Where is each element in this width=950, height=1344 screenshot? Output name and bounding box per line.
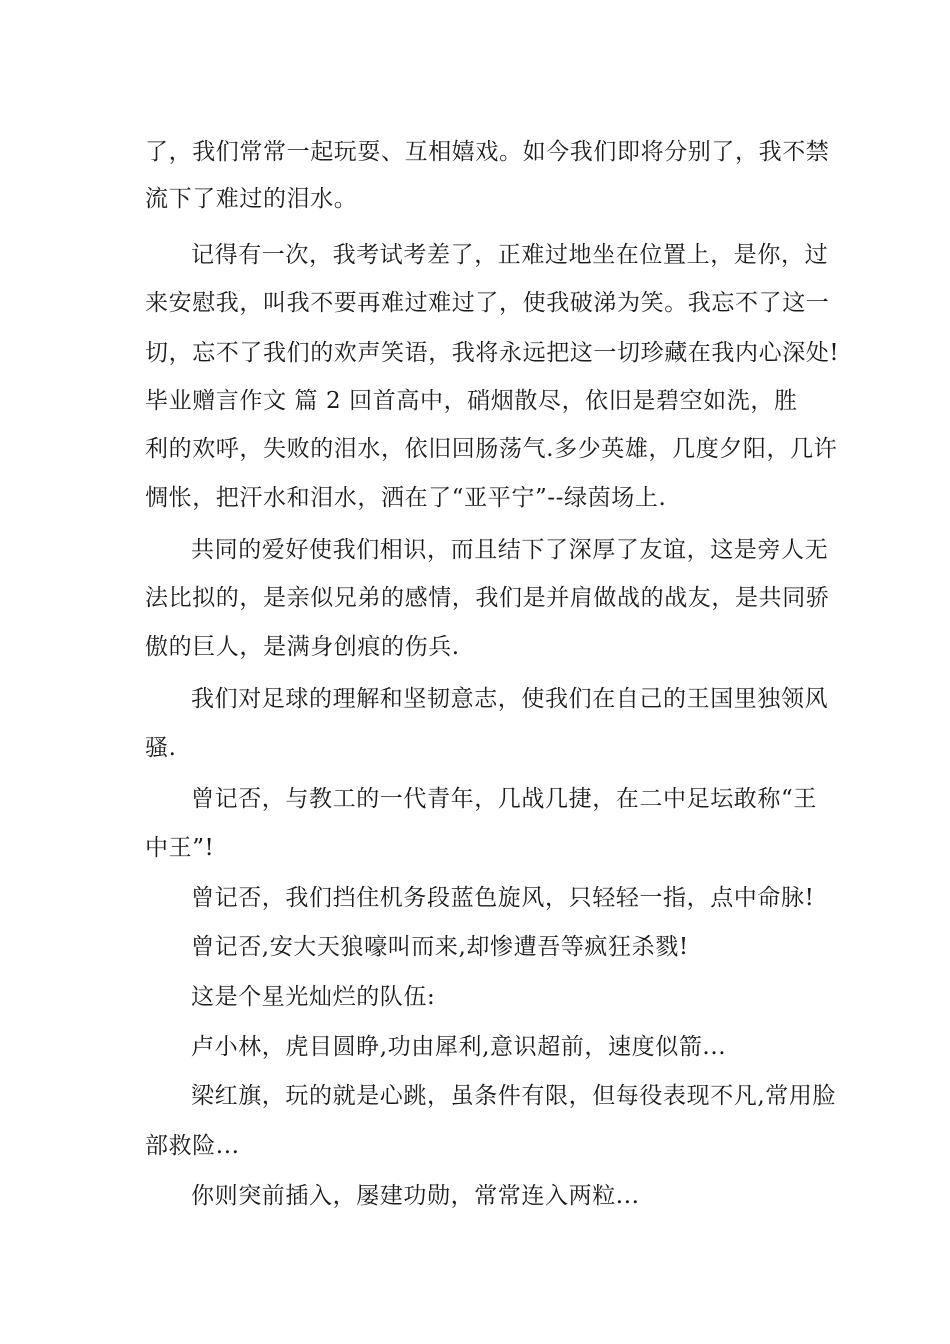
- text-line: 了，我们常常一起玩耍、互相嬉戏。如今我们即将分别了，我不禁: [145, 139, 830, 165]
- text-line: 切，忘不了我们的欢声笑语，我将永远把这一切珍藏在我内心深处!: [145, 340, 840, 366]
- text-line: 记得有一次，我考试考差了，正难过地坐在位置上，是你，过: [191, 242, 829, 268]
- text-line: 惆怅，把汗水和泪水，洒在了“亚平宁”--绿茵场上.: [145, 485, 667, 511]
- text-line: 你则突前插入，屡建功勋，常常连入两粒...: [191, 1183, 640, 1209]
- text-line: 共同的爱好使我们相识，而且结下了深厚了友谊，这是旁人无: [191, 537, 829, 563]
- text-line: 我们对足球的理解和坚韧意志，使我们在自己的王国里独领风: [191, 686, 829, 712]
- text-line: 傲的巨人，是满身创痕的伤兵.: [145, 634, 460, 660]
- text-line: 流下了难过的泪水。: [145, 186, 358, 212]
- text-line: 骚.: [145, 735, 177, 761]
- text-line: 曾记否，与教工的一代青年，几战几捷，在二中足坛敢称“王: [191, 786, 817, 812]
- text-line: 曾记否,安大天狼嚎叫而来,却惨遭吾等疯狂杀戮!: [191, 934, 689, 960]
- text-line: 曾记否，我们挡住机务段蓝色旋风，只轻轻一指，点中命脉!: [191, 885, 815, 911]
- text-line: 这是个星光灿烂的队伍:: [191, 984, 436, 1010]
- text-line: 毕业赠言作文 篇 2 回首高中，硝烟散尽，依旧是碧空如洗，胜: [145, 388, 798, 414]
- text-line: 来安慰我，叫我不要再难过难过了，使我破涕为笑。我忘不了这一: [145, 290, 830, 316]
- text-line: 卢小林，虎目圆睁,功由犀利,意识超前，速度似箭...: [191, 1034, 727, 1060]
- text-line: 中王”!: [145, 835, 215, 861]
- text-line: 部救险...: [145, 1133, 240, 1159]
- text-line: 法比拟的，是亲似兄弟的感情，我们是并肩做战的战友，是共同骄: [145, 585, 830, 611]
- text-line: 梁红旗，玩的就是心跳，虽条件有限，但每役表现不凡,常用脸: [191, 1083, 837, 1109]
- text-line: 利的欢呼，失败的泪水，依旧回肠荡气.多少英雄，几度夕阳，几许: [145, 436, 838, 462]
